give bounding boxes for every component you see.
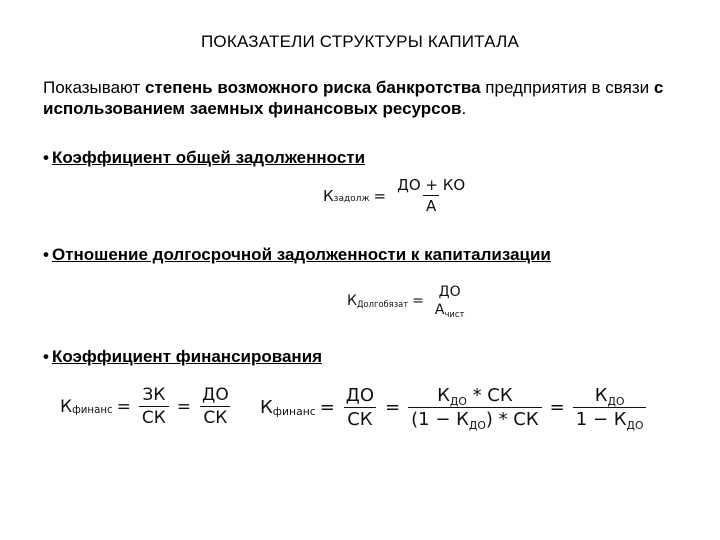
formula-long-term-debt [347, 284, 471, 318]
coef-symbol: К [260, 397, 273, 418]
coef-subscript: финанс [72, 404, 113, 416]
intro-emphasis-borrowed: с использованием заемных финансовых ресурсов [43, 78, 664, 118]
denominator [573, 407, 647, 430]
bullet-marker: • [43, 347, 49, 366]
equals-sign: = [412, 293, 424, 309]
fraction-borrowed-equity [139, 385, 169, 428]
denominator: СК [200, 406, 230, 428]
numerator-subscript: ДО [449, 394, 467, 408]
numerator-symbol: К [437, 385, 450, 406]
denominator: СК [139, 406, 169, 428]
equals-sign: = [385, 397, 401, 418]
intro-text-1: Показывают [43, 78, 145, 97]
formula-financing-short [60, 385, 236, 428]
slide-title: ПОКАЗАТЕЛИ СТРУКТУРЫ КАПИТАЛА [201, 32, 519, 51]
denominator [432, 301, 467, 318]
intro-paragraph [43, 77, 693, 119]
fraction-longterm-equity [199, 385, 232, 428]
intro-text-2: предприятия в связи [480, 78, 654, 97]
denominator-close: ) * СК [485, 409, 539, 430]
fraction [432, 284, 467, 318]
fraction-middle [408, 385, 542, 430]
denominator-open: (1 − К [411, 409, 469, 430]
fraction-longterm-equity [343, 385, 377, 430]
bullet-financing-ratio [43, 347, 322, 367]
intro-text-3: . [461, 99, 467, 118]
coef-symbol: К [60, 396, 73, 417]
equals-sign: = [116, 396, 131, 417]
numerator: ЗК [142, 385, 166, 405]
numerator: ДО [438, 284, 461, 300]
equals-sign: = [373, 186, 387, 205]
numerator-subscript: ДО [607, 394, 625, 408]
formula-financing-expanded [260, 385, 650, 430]
bullet-label: Отношение долгосрочной задолженности к капитализации [51, 245, 551, 264]
fraction [394, 176, 468, 215]
bullet-label: Коэффициент общей задолженности [51, 148, 366, 167]
denominator-subscript: чист [444, 308, 465, 319]
equals-sign: = [319, 397, 335, 418]
coef-symbol: К [347, 293, 357, 309]
coef-symbol: К [323, 186, 334, 205]
bullet-long-term-debt-ratio [43, 245, 551, 265]
bullet-label: Коэффициент финансирования [51, 347, 323, 366]
coef-subscript: Долгобязат [356, 298, 409, 309]
denominator-subscript: ДО [626, 418, 644, 432]
bullet-marker: • [43, 148, 49, 167]
numerator: ДО [345, 385, 375, 406]
denominator-prefix: 1 − К [575, 409, 627, 430]
equals-sign: = [549, 397, 565, 418]
denominator [408, 407, 542, 430]
numerator: ДО [202, 385, 229, 405]
fraction-final [573, 385, 647, 430]
denominator-symbol: А [434, 302, 445, 318]
coef-subscript: задолж [333, 193, 370, 204]
bullet-total-debt-ratio [43, 148, 365, 168]
numerator: ДО + КО [397, 176, 466, 194]
denominator: А [423, 195, 439, 215]
denominator: СК [344, 407, 375, 430]
equals-sign: = [176, 396, 192, 417]
numerator [434, 385, 516, 407]
numerator-rest: * СК [466, 385, 513, 406]
numerator-symbol: К [594, 385, 608, 406]
intro-emphasis-risk: степень возможного риска банкротства [144, 78, 481, 97]
coef-subscript: финанс [272, 404, 316, 418]
formula-total-debt [323, 176, 472, 215]
bullet-marker: • [43, 245, 49, 264]
numerator [592, 385, 628, 407]
denominator-subscript: ДО [468, 418, 486, 432]
